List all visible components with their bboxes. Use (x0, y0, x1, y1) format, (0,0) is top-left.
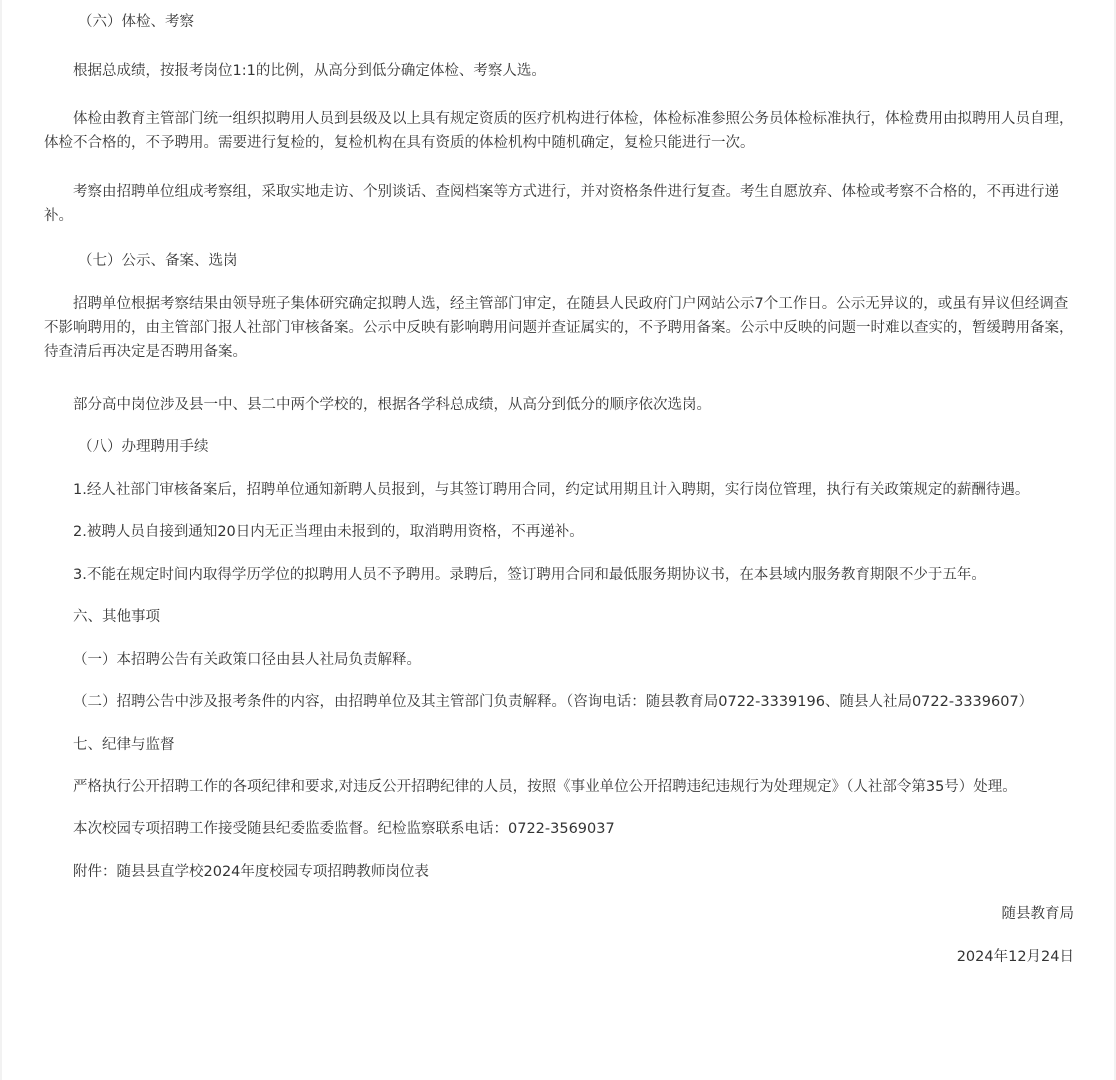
section-heading-other-matters: 六、其他事项 (73, 609, 160, 625)
paragraph-exam-selection: 根据总成绩，按报考岗位1:1的比例，从高分到低分确定体检、考察人选。 (73, 63, 546, 79)
paragraph-item-2: 2.被聘人员自接到通知20日内无正当理由未报到的，取消聘用资格，不再递补。 (73, 524, 584, 540)
signature-issuer: 随县教育局 (1001, 906, 1074, 922)
paragraph-other-2: （二）招聘公告中涉及报考条件的内容，由招聘单位及其主管部门负责解释。（咨询电话：随县教育局0722-3339196、随县人社局0722-3339607） (73, 694, 1034, 710)
paragraph-item-1: 1.经人社部门审核备案后，招聘单位通知新聘人员报到，与其签订聘用合同，约定试用期且计入聘期，实行岗位管理，执行有关政策规定的薪酬待遇。 (73, 482, 1030, 498)
paragraph-other-1: （一）本招聘公告有关政策口径由县人社局负责解释。 (73, 652, 421, 668)
page-left-border (0, 0, 2, 1080)
paragraph-physical-exam: 体检由教育主管部门统一组织拟聘用人员到县级及以上具有规定资质的医疗机构进行体检，体检标准参照公务员体检标准执行，体检费用由拟聘用人员自理，体检不合格的，不予聘用。需要进行复检的，复检机构在具有资质的体检机构中随机确定，复检只能进行一次。 (44, 111, 1074, 151)
paragraph-publicity: 招聘单位根据考察结果由领导班子集体研究确定拟聘人选，经主管部门审定，在随县人民政府门户网站公示7个工作日。公示无异议的，或虽有异议但经调查不影响聘用的，由主管部门报人社部门审核备案。公示中反映有影响聘用问题并查证属实的，不予聘用备案。公示中反映的问题一时难以查实的，暂缓聘用备案，待查清后再决定是否聘用备案。 (44, 296, 1074, 360)
paragraph-inspection: 考察由招聘单位组成考察组，采取实地走访、个别谈话、查阅档案等方式进行，并对资格条件进行复查。考生自愿放弃、体检或考察不合格的，不再进行递补。 (44, 184, 1059, 224)
signature-date: 2024年12月24日 (956, 949, 1074, 965)
paragraph-attachment: 附件：随县县直学校2024年度校园专项招聘教师岗位表 (73, 864, 429, 880)
section-heading-publicity: （七）公示、备案、选岗 (78, 253, 238, 269)
paragraph-discipline: 严格执行公开招聘工作的各项纪律和要求,对违反公开招聘纪律的人员，按照《事业单位公开招聘违纪违规行为处理规定》（人社部令第35号）处理。 (73, 779, 1017, 795)
paragraph-post-selection: 部分高中岗位涉及县一中、县二中两个学校的，根据各学科总成绩，从高分到低分的顺序依次选岗。 (73, 397, 711, 413)
paragraph-item-3: 3.不能在规定时间内取得学历学位的拟聘用人员不予聘用。录聘后，签订聘用合同和最低服务期协议书，在本县域内服务教育期限不少于五年。 (73, 567, 986, 583)
section-heading-discipline: 七、纪律与监督 (73, 737, 175, 753)
section-heading-employment: （八）办理聘用手续 (78, 439, 209, 455)
section-heading-physical-exam: （六）体检、考察 (78, 14, 194, 30)
paragraph-supervision: 本次校园专项招聘工作接受随县纪委监委监督。纪检监察联系电话：0722-3569037 (73, 821, 615, 837)
